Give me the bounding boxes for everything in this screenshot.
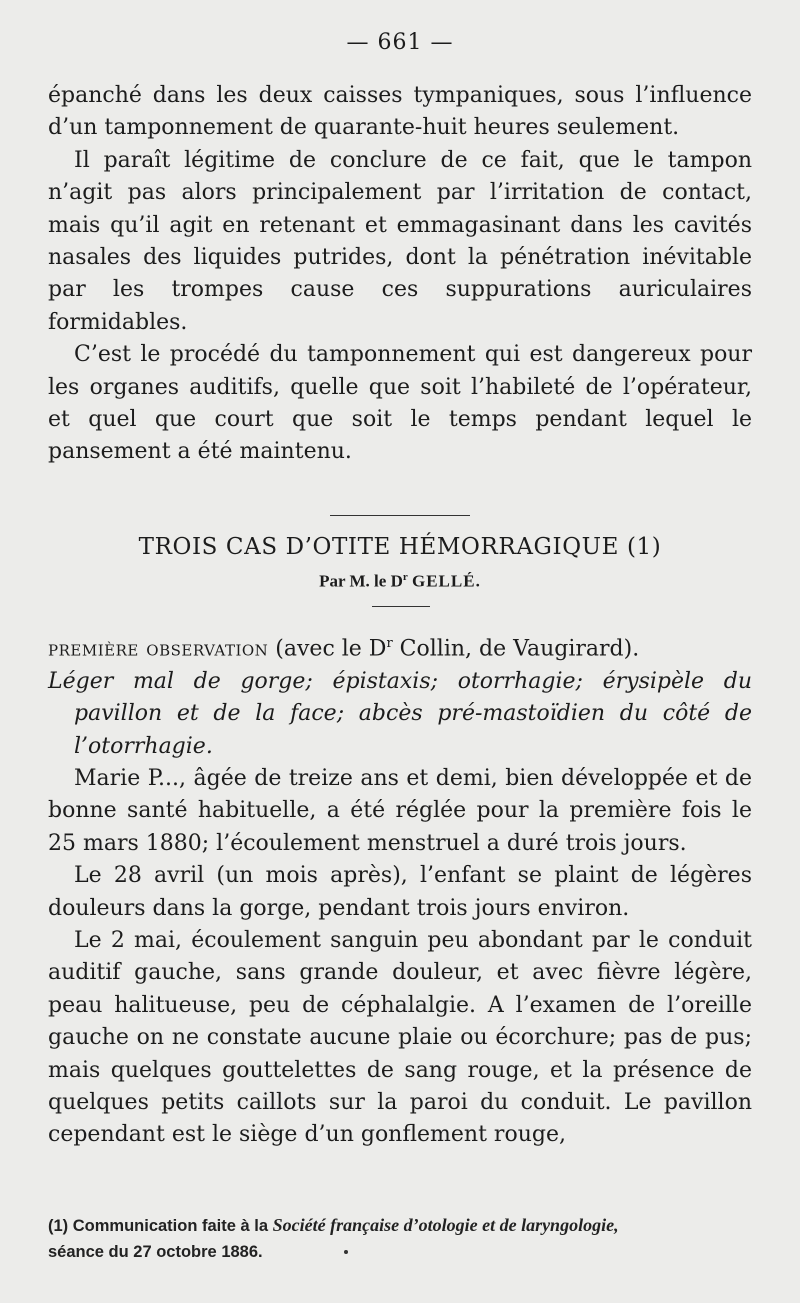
page-number: — 661 — bbox=[346, 30, 454, 55]
footnote-suffix: séance du 27 octobre 1886. bbox=[48, 1243, 263, 1261]
paragraph: épanché dans les deux caisses tympaniques, sous l’influence d’un tamponnement de quarante-huit heures seulement. bbox=[48, 83, 752, 141]
section-rule bbox=[330, 515, 470, 516]
article-byline bbox=[0, 571, 800, 592]
byline-prefix: Par M. le D bbox=[319, 571, 403, 591]
title-rule bbox=[372, 606, 430, 607]
observation-heading-text-b: Collin, de Vaugirard). bbox=[392, 636, 640, 662]
observation-heading bbox=[48, 628, 752, 666]
paragraph: C’est le procédé du tamponnement qui est dangereux pour les organes auditifs, quelle que soit l’habileté de l’opérateur, et quel que court que soit le temps pendant lequel le pansement a été maintenu. bbox=[48, 342, 752, 465]
observation-summary: Léger mal de gorge; épistaxis; otorrhagie; érysipèle du pavillon et de la face; abcès pré-mastoïdien du côté de l’otorrhagie. bbox=[48, 668, 752, 759]
footnote-prefix: (1) Communication faite à la bbox=[48, 1217, 273, 1235]
ink-speck bbox=[344, 1250, 348, 1254]
paragraph: Marie P..., âgée de treize ans et demi, bien développée et de bonne santé habituelle, a été réglée pour la première fois le 25 mars 1880; l’écoulement menstruel a duré trois jours. bbox=[48, 765, 752, 856]
footnote-italic: Société française d’otologie et de laryngologie, bbox=[272, 1215, 619, 1235]
footnote bbox=[48, 1212, 752, 1265]
observation-heading-text-a: (avec le D bbox=[268, 636, 387, 662]
observation-block bbox=[48, 628, 752, 1152]
byline-superscript: r bbox=[402, 571, 408, 583]
observation-superscript: r bbox=[386, 636, 393, 651]
article-title: TROIS CAS D’OTITE HÉMORRAGIQUE (1) bbox=[138, 534, 662, 560]
paragraph: Il paraît légitime de conclure de ce fait, que le tampon n’agit pas alors principalement par l’irritation de contact, mais qu’il agit en retenant et emmagasinant dans les cavités nasales des liquides putrides, dont la pénétration inévitable par les trompes cause ces suppurations auriculaires formidables. bbox=[48, 147, 752, 335]
observation-label: première observation bbox=[48, 636, 269, 662]
paragraph: Le 28 avril (un mois après), l’enfant se plaint de légères douleurs dans la gorge, pendant trois jours environ. bbox=[48, 863, 752, 921]
byline-author: GELLÉ. bbox=[412, 571, 481, 591]
paragraph: Le 2 mai, écoulement sanguin peu abondant par le conduit auditif gauche, sans grande douleur, et avec fièvre légère, peau halitueuse, peu de céphalalgie. A l’examen de l’oreille gauche on ne constate aucune plaie ou écorchure; pas de pus; mais quelques gouttelettes de sang rouge, et la présence de quelques petits caillots sur la paroi du conduit. Le pavillon cependant est le siège d’un gonflement rouge, bbox=[48, 927, 752, 1148]
top-text bbox=[48, 80, 752, 469]
